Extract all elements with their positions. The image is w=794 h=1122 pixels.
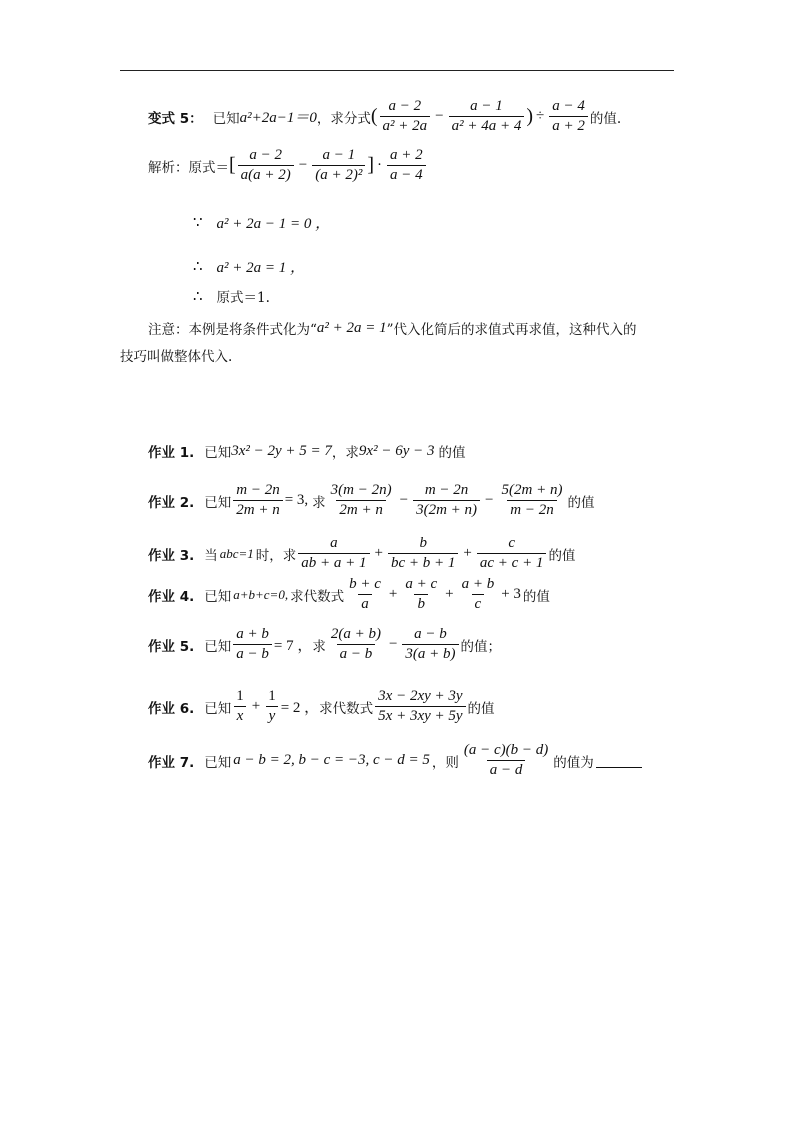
- variant-5-label: 变式 5：: [148, 110, 203, 127]
- fraction-3: $\frac{5(2m + n)}{m - 2n}$: [501, 482, 563, 518]
- note-text-a: 注意：本例是将条件式化为“: [148, 322, 317, 338]
- homework-label: 作业 3.: [148, 547, 195, 564]
- fraction-1: $\frac{3(m - 2n)}{2m + n}$: [330, 482, 392, 518]
- fraction-3: $\frac{a + b}{c}$: [461, 576, 495, 612]
- plus-sign: +: [374, 545, 383, 561]
- solution-fraction-3: $\frac{a + 2}{a - 4}$: [387, 147, 426, 184]
- homework-suffix: 的值: [467, 700, 495, 717]
- minus-sign: −: [399, 492, 409, 508]
- therefore-symbol: ∴: [193, 259, 203, 275]
- homework-mid: ，则: [431, 754, 459, 771]
- homework-mid: 求: [312, 494, 326, 511]
- homework-mid: 求代数式: [290, 588, 345, 605]
- given-equals: = 3,: [284, 492, 309, 508]
- homework-label: 作业 4.: [148, 588, 195, 605]
- homework-mid: 求代数式: [319, 700, 374, 717]
- plus-sign: +: [251, 698, 261, 714]
- homework-7: [148, 742, 642, 779]
- fraction-2: $\frac{a + c}{b}$: [405, 576, 438, 612]
- variant-suffix: 的值.: [589, 110, 622, 127]
- note-equation: a² + 2a = 1: [316, 319, 387, 336]
- note-line-1: [148, 318, 637, 338]
- note-text-b: ”代入化简后的求值式再求值，这种代入的: [386, 322, 637, 338]
- minus-sign: −: [435, 108, 444, 124]
- fraction-1: $\frac{2(a + b)}{a - b}$: [330, 626, 381, 662]
- because-symbol: ∵: [193, 215, 203, 231]
- answer-blank[interactable]: [596, 753, 642, 768]
- fraction-3: $\frac{c}{ac + c + 1}$: [477, 535, 547, 572]
- homework-label: 作业 2.: [148, 494, 195, 511]
- minus-sign: −: [388, 636, 398, 652]
- homework-suffix: 的值: [548, 547, 576, 564]
- homework-condition: a+b+c=0,: [233, 586, 289, 602]
- homework-prefix: 当: [204, 547, 218, 564]
- variant-fraction-2: $\frac{a - 1}{\text{a² + 4a + 4}}$: [449, 98, 525, 135]
- therefore-symbol-2: ∴: [193, 288, 203, 305]
- homework-prefix: 已知: [204, 494, 232, 511]
- given-fraction: $\frac{a + b}{a - b}$: [233, 626, 272, 663]
- homework-suffix: 的值: [522, 588, 550, 605]
- note-text-c: 技巧叫做整体代入.: [120, 349, 233, 365]
- homework-expression: 9x² − 6y − 3: [358, 442, 435, 459]
- homework-condition: abc=1: [219, 545, 254, 561]
- fraction-1: $\frac{(a - c)(b - d)}{a - d}$: [463, 742, 549, 778]
- plus-sign: +: [445, 586, 454, 602]
- homework-1: [148, 441, 465, 461]
- homework-suffix: 的值: [438, 445, 466, 461]
- fraction-2: $\frac{m - 2n}{3(2m + n)}$: [413, 482, 480, 519]
- homework-5: [148, 626, 501, 663]
- close-paren: ): [526, 105, 534, 127]
- therefore-equation: a² + 2a = 1 ，: [216, 260, 306, 276]
- homework-label: 作业 5.: [148, 638, 195, 655]
- fraction-1: $\frac{a}{ab + a + 1}$: [298, 535, 369, 572]
- fraction-2: $\frac{a - b}{3(a + b)}$: [402, 626, 458, 663]
- result-text: 原式＝1.: [216, 290, 270, 306]
- because-equation: a² + 2a − 1 = 0 ，: [216, 216, 331, 232]
- minus-sign: −: [485, 492, 494, 508]
- variant-fraction-3: $\frac{a - 4}{a + 2}$: [549, 98, 588, 135]
- homework-mid: 求: [312, 638, 326, 655]
- open-paren: (: [370, 105, 378, 127]
- homework-equation: 3x² − 2y + 5 = 7: [231, 442, 332, 459]
- solution-label: 解析：原式＝: [148, 159, 229, 176]
- dot-sign: ·: [377, 157, 383, 173]
- solution-fraction-1: $\frac{a - 2}{a(a + 2)}$: [238, 147, 294, 184]
- given-equals: = 7 ，: [273, 638, 313, 654]
- homework-prefix: 已知: [204, 754, 232, 771]
- because-line: [193, 212, 330, 233]
- homework-prefix: 已知: [204, 700, 232, 717]
- header-rule: [120, 70, 674, 71]
- plus-three: + 3: [501, 586, 521, 602]
- solution-fraction-2: $\frac{a - 1}{\text{(a + 2)²}}$: [312, 147, 365, 184]
- therefore-line: [193, 256, 305, 277]
- homework-suffix: 的值为: [553, 754, 594, 771]
- variant-condition: a²+2a−1＝0: [239, 110, 317, 126]
- variant-5-line: [148, 98, 621, 135]
- close-bracket: ]: [367, 154, 375, 176]
- solution-line: [148, 147, 428, 184]
- divide-sign: ÷: [536, 108, 545, 124]
- homework-label: 作业 7.: [148, 754, 195, 771]
- homework-2: [148, 482, 594, 519]
- open-bracket: [: [229, 154, 236, 176]
- variant-fraction-1: $\frac{a - 2}{\text{a² + 2a}}$: [380, 98, 431, 135]
- homework-condition: a − b = 2, b − c = −3, c − d = 5: [233, 752, 430, 768]
- homework-label: 作业 1.: [148, 445, 195, 461]
- homework-prefix: 已知: [204, 638, 232, 655]
- fraction-1: $\frac{b + c}{a}$: [349, 576, 381, 612]
- variant-given-prefix: 已知: [212, 110, 240, 127]
- result-line: [193, 286, 270, 306]
- plus-sign: +: [388, 586, 398, 602]
- variant-ask: ，求分式: [316, 110, 371, 127]
- given-fraction-2: $\frac{1}{y}$: [265, 688, 279, 725]
- homework-suffix: 的值；: [460, 638, 502, 655]
- homework-3: [148, 535, 575, 572]
- plus-sign: +: [463, 545, 472, 561]
- homework-6: [148, 688, 495, 725]
- homework-prefix: 已知: [204, 588, 232, 605]
- homework-4: [148, 576, 550, 613]
- fraction-1: $\frac{3x - 2xy + 3y}{5x + 3xy + 5y}$: [375, 688, 465, 725]
- fraction-2: $\frac{b}{bc + b + 1}$: [388, 535, 458, 572]
- note-line-2: [120, 345, 232, 365]
- homework-label: 作业 6.: [148, 700, 195, 717]
- given-fraction-1: $\frac{1}{x}$: [233, 688, 247, 725]
- homework-prefix: 已知: [204, 445, 232, 461]
- homework-suffix: 的值: [567, 494, 595, 511]
- minus-sign: −: [298, 157, 308, 173]
- homework-mid: 时，求: [255, 547, 297, 564]
- homework-mid: ，求: [331, 445, 359, 461]
- given-equals: = 2 ，: [280, 700, 320, 716]
- given-fraction: $\frac{m - 2n}{2m + n}$: [233, 482, 282, 519]
